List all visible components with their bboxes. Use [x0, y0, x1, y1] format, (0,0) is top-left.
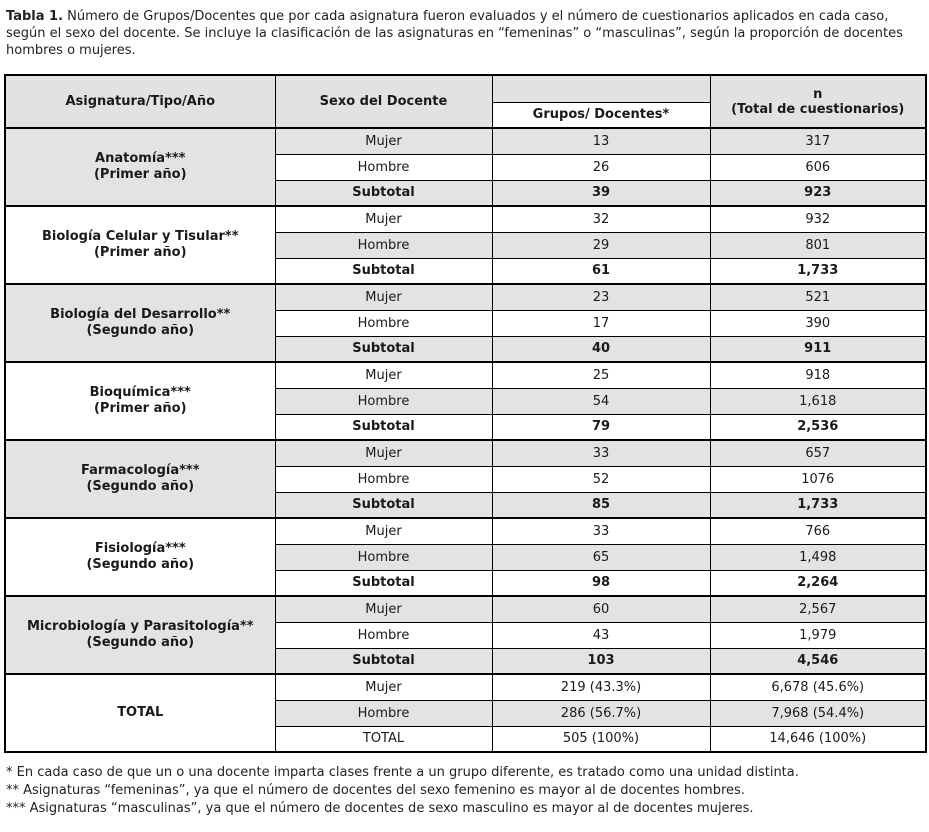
grupos-cell: 65 [492, 544, 710, 570]
n-cell: 14,646 (100%) [710, 726, 926, 752]
grupos-cell: 33 [492, 440, 710, 466]
group-year: (Primer año) [93, 167, 187, 182]
group-year: (Segundo año) [86, 323, 195, 338]
table-header [5, 75, 926, 128]
grupos-cell: 43 [492, 622, 710, 648]
group-label-cell [5, 206, 275, 284]
header-sexo: Sexo del Docente [275, 75, 492, 128]
sexo-cell: Mujer [275, 284, 492, 310]
grupos-cell: 85 [492, 492, 710, 518]
n-cell: 923 [710, 180, 926, 206]
n-cell: 7,968 (54.4%) [710, 700, 926, 726]
n-cell: 2,264 [710, 570, 926, 596]
sexo-cell: Subtotal [275, 492, 492, 518]
group-year: (Primer año) [93, 245, 187, 260]
header-n-line1: n [813, 86, 823, 102]
n-cell: 4,546 [710, 648, 926, 674]
grupos-cell: 54 [492, 388, 710, 414]
sexo-cell: TOTAL [275, 726, 492, 752]
grupos-cell: 25 [492, 362, 710, 388]
grupos-cell: 13 [492, 128, 710, 154]
grupos-cell: 32 [492, 206, 710, 232]
n-cell: 918 [710, 362, 926, 388]
table-row [5, 674, 926, 700]
grupos-cell: 98 [492, 570, 710, 596]
group-name: Anatomía*** [95, 151, 186, 166]
grupos-cell: 286 (56.7%) [492, 700, 710, 726]
group-label-cell [5, 284, 275, 362]
footnote: *** Asignaturas “masculinas”, ya que el número de docentes de sexo masculino es mayor al de docentes mujeres. [6, 801, 754, 816]
group-label-cell [5, 440, 275, 518]
grupos-cell: 60 [492, 596, 710, 622]
footnote: ** Asignaturas “femeninas”, ya que el número de docentes del sexo femenino es mayor al de docentes hombres. [6, 783, 745, 798]
grupos-cell: 39 [492, 180, 710, 206]
n-cell: 317 [710, 128, 926, 154]
grupos-cell: 23 [492, 284, 710, 310]
n-cell: 2,567 [710, 596, 926, 622]
n-cell: 390 [710, 310, 926, 336]
table-row [5, 518, 926, 544]
footnote: * En cada caso de que un o una docente imparta clases frente a un grupo diferente, es tratado como una unidad distinta. [6, 765, 799, 780]
header-row-1 [5, 75, 926, 102]
group-year: (Segundo año) [86, 635, 195, 650]
n-cell: 2,536 [710, 414, 926, 440]
group-year: (Segundo año) [86, 557, 195, 572]
n-cell: 1,498 [710, 544, 926, 570]
n-cell: 657 [710, 440, 926, 466]
group-name: Biología del Desarrollo** [50, 307, 231, 322]
sexo-cell: Mujer [275, 596, 492, 622]
header-grupos: Grupos/ Docentes* [492, 102, 710, 128]
sexo-cell: Subtotal [275, 336, 492, 362]
sexo-cell: Hombre [275, 622, 492, 648]
sexo-cell: Subtotal [275, 570, 492, 596]
sexo-cell: Hombre [275, 310, 492, 336]
sexo-cell: Subtotal [275, 180, 492, 206]
footnotes [6, 764, 923, 818]
group-name: Bioquímica*** [89, 385, 191, 400]
group-label-cell [5, 518, 275, 596]
grupos-cell: 52 [492, 466, 710, 492]
group-label-cell [5, 362, 275, 440]
group-name: Fisiología*** [94, 541, 186, 556]
n-cell: 1,618 [710, 388, 926, 414]
table-row [5, 362, 926, 388]
grupos-cell: 40 [492, 336, 710, 362]
table-row [5, 440, 926, 466]
n-cell: 801 [710, 232, 926, 258]
sexo-cell: Mujer [275, 440, 492, 466]
grupos-cell: 79 [492, 414, 710, 440]
sexo-cell: Hombre [275, 154, 492, 180]
sexo-cell: Subtotal [275, 648, 492, 674]
group-name: Biología Celular y Tisular** [41, 229, 239, 244]
sexo-cell: Hombre [275, 232, 492, 258]
n-cell: 911 [710, 336, 926, 362]
sexo-cell: Mujer [275, 674, 492, 700]
group-label-cell [5, 128, 275, 206]
table-row [5, 284, 926, 310]
sexo-cell: Hombre [275, 544, 492, 570]
grupos-cell: 17 [492, 310, 710, 336]
header-n-line2: (Total de cuestionarios) [731, 101, 905, 117]
grupos-cell: 219 (43.3%) [492, 674, 710, 700]
table-caption [6, 8, 923, 59]
caption-label: Tabla 1. [6, 9, 64, 24]
grupos-cell: 61 [492, 258, 710, 284]
sexo-cell: Hombre [275, 466, 492, 492]
table-row [5, 596, 926, 622]
n-cell: 932 [710, 206, 926, 232]
table-body [5, 128, 926, 752]
group-label-cell [5, 596, 275, 674]
sexo-cell: Mujer [275, 518, 492, 544]
n-cell: 766 [710, 518, 926, 544]
sexo-cell: Subtotal [275, 414, 492, 440]
sexo-cell: Mujer [275, 206, 492, 232]
caption-text: Número de Grupos/Docentes que por cada asignatura fueron evaluados y el número de cuestionarios aplicados en cada caso, según el sexo del docente. Se incluye la clasificación de las asignaturas en “femeninas” o “masculinas”, según la proporción de docentes hombres o mujeres. [6, 9, 903, 58]
sexo-cell: Hombre [275, 700, 492, 726]
n-cell: 1076 [710, 466, 926, 492]
grupos-cell: 33 [492, 518, 710, 544]
sexo-cell: Mujer [275, 128, 492, 154]
group-year: (Primer año) [93, 401, 187, 416]
grupos-cell: 505 (100%) [492, 726, 710, 752]
header-n [710, 75, 926, 128]
data-table [4, 74, 927, 753]
grupos-cell: 103 [492, 648, 710, 674]
grupos-cell: 26 [492, 154, 710, 180]
group-name: TOTAL [117, 705, 164, 720]
sexo-cell: Subtotal [275, 258, 492, 284]
n-cell: 521 [710, 284, 926, 310]
grupos-cell: 29 [492, 232, 710, 258]
sexo-cell: Mujer [275, 362, 492, 388]
n-cell: 6,678 (45.6%) [710, 674, 926, 700]
n-cell: 1,733 [710, 258, 926, 284]
n-cell: 1,733 [710, 492, 926, 518]
header-asignatura: Asignatura/Tipo/Año [5, 75, 275, 128]
table-row [5, 206, 926, 232]
group-name: Microbiología y Parasitología** [26, 619, 254, 634]
group-year: (Segundo año) [86, 479, 195, 494]
group-label-cell [5, 674, 275, 752]
table-row [5, 128, 926, 154]
header-grupos-spacer [492, 75, 710, 102]
n-cell: 1,979 [710, 622, 926, 648]
sexo-cell: Hombre [275, 388, 492, 414]
group-name: Farmacología*** [80, 463, 200, 478]
n-cell: 606 [710, 154, 926, 180]
